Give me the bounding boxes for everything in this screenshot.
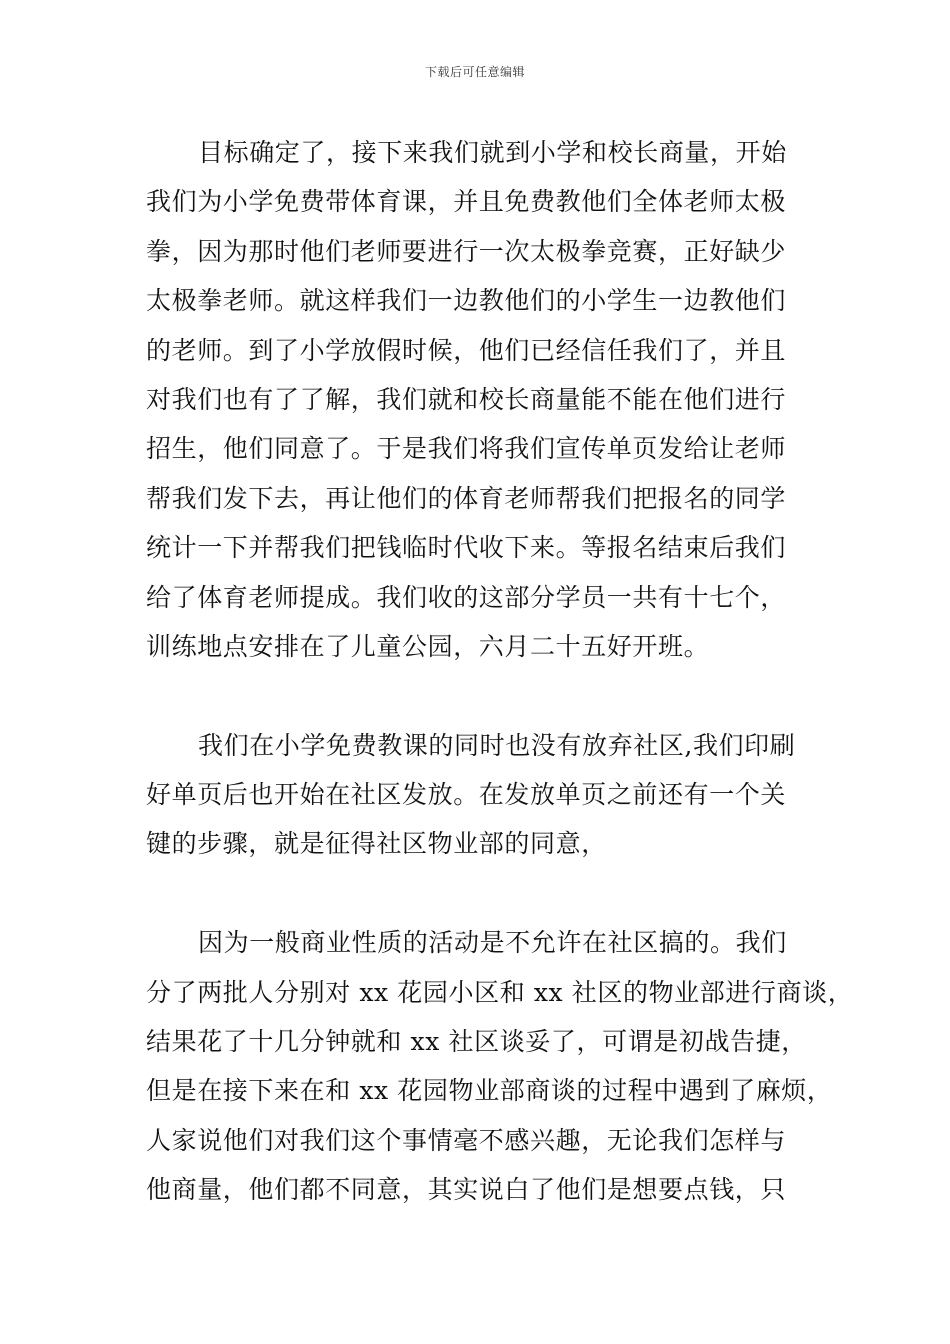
document-body	[146, 128, 854, 1215]
text-line: 统计一下并帮我们把钱临时代收下来。等报名结束后我们	[146, 533, 787, 563]
text-line: 太极拳老师。就这样我们一边教他们的小学生一边教他们	[146, 286, 787, 316]
text-line: 键的步骤，就是征得社区物业部的同意，	[146, 829, 607, 859]
text-line: 的老师。到了小学放假时候，他们已经信任我们了，并且	[146, 335, 787, 365]
text-line: 人家说他们对我们这个事情毫不感兴趣，无论我们怎样与	[146, 1125, 787, 1155]
text-line: 好单页后也开始在社区发放。在发放单页之前还有一个关	[146, 780, 787, 810]
paragraph-2	[146, 721, 836, 869]
paragraph-3	[146, 918, 854, 1214]
page-header-note: 下载后可任意编辑	[424, 65, 525, 79]
text-line: 因为一般商业性质的活动是不允许在社区搞的。我们	[198, 928, 787, 958]
text-line: 拳，因为那时他们老师要进行一次太极拳竞赛，正好缺少	[146, 236, 787, 266]
text-line: 招生，他们同意了。于是我们将我们宣传单页发给让老师	[146, 434, 787, 464]
text-line: 但是在接下来在和 xx 花园物业部商谈的过程中遇到了麻烦，	[146, 1076, 833, 1106]
text-line: 结果花了十几分钟就和 xx 社区谈妥了，可谓是初战告捷，	[146, 1027, 807, 1057]
text-line: 我们为小学免费带体育课，并且免费教他们全体老师太极	[146, 187, 787, 217]
text-line: 帮我们发下去，再让他们的体育老师帮我们把报名的同学	[146, 483, 787, 513]
text-line: 训练地点安排在了儿童公园，六月二十五好开班。	[146, 631, 710, 661]
paragraph-spacer	[146, 671, 836, 720]
paragraph-spacer	[146, 869, 836, 918]
text-line: 分了两批人分别对 xx 花园小区和 xx 社区的物业部进行商谈，	[146, 977, 854, 1007]
text-line: 对我们也有了了解，我们就和校长商量能不能在他们进行	[146, 384, 787, 414]
text-line: 目标确定了，接下来我们就到小学和校长商量，开始	[198, 138, 787, 167]
text-line: 我们在小学免费教课的同时也没有放弃社区,我们印刷	[198, 730, 796, 760]
paragraph-1	[146, 128, 836, 671]
text-line: 他商量，他们都不同意，其实说白了他们是想要点钱，只	[146, 1175, 787, 1205]
text-line: 给了体育老师提成。我们收的这部分学员一共有十七个，	[146, 582, 787, 612]
